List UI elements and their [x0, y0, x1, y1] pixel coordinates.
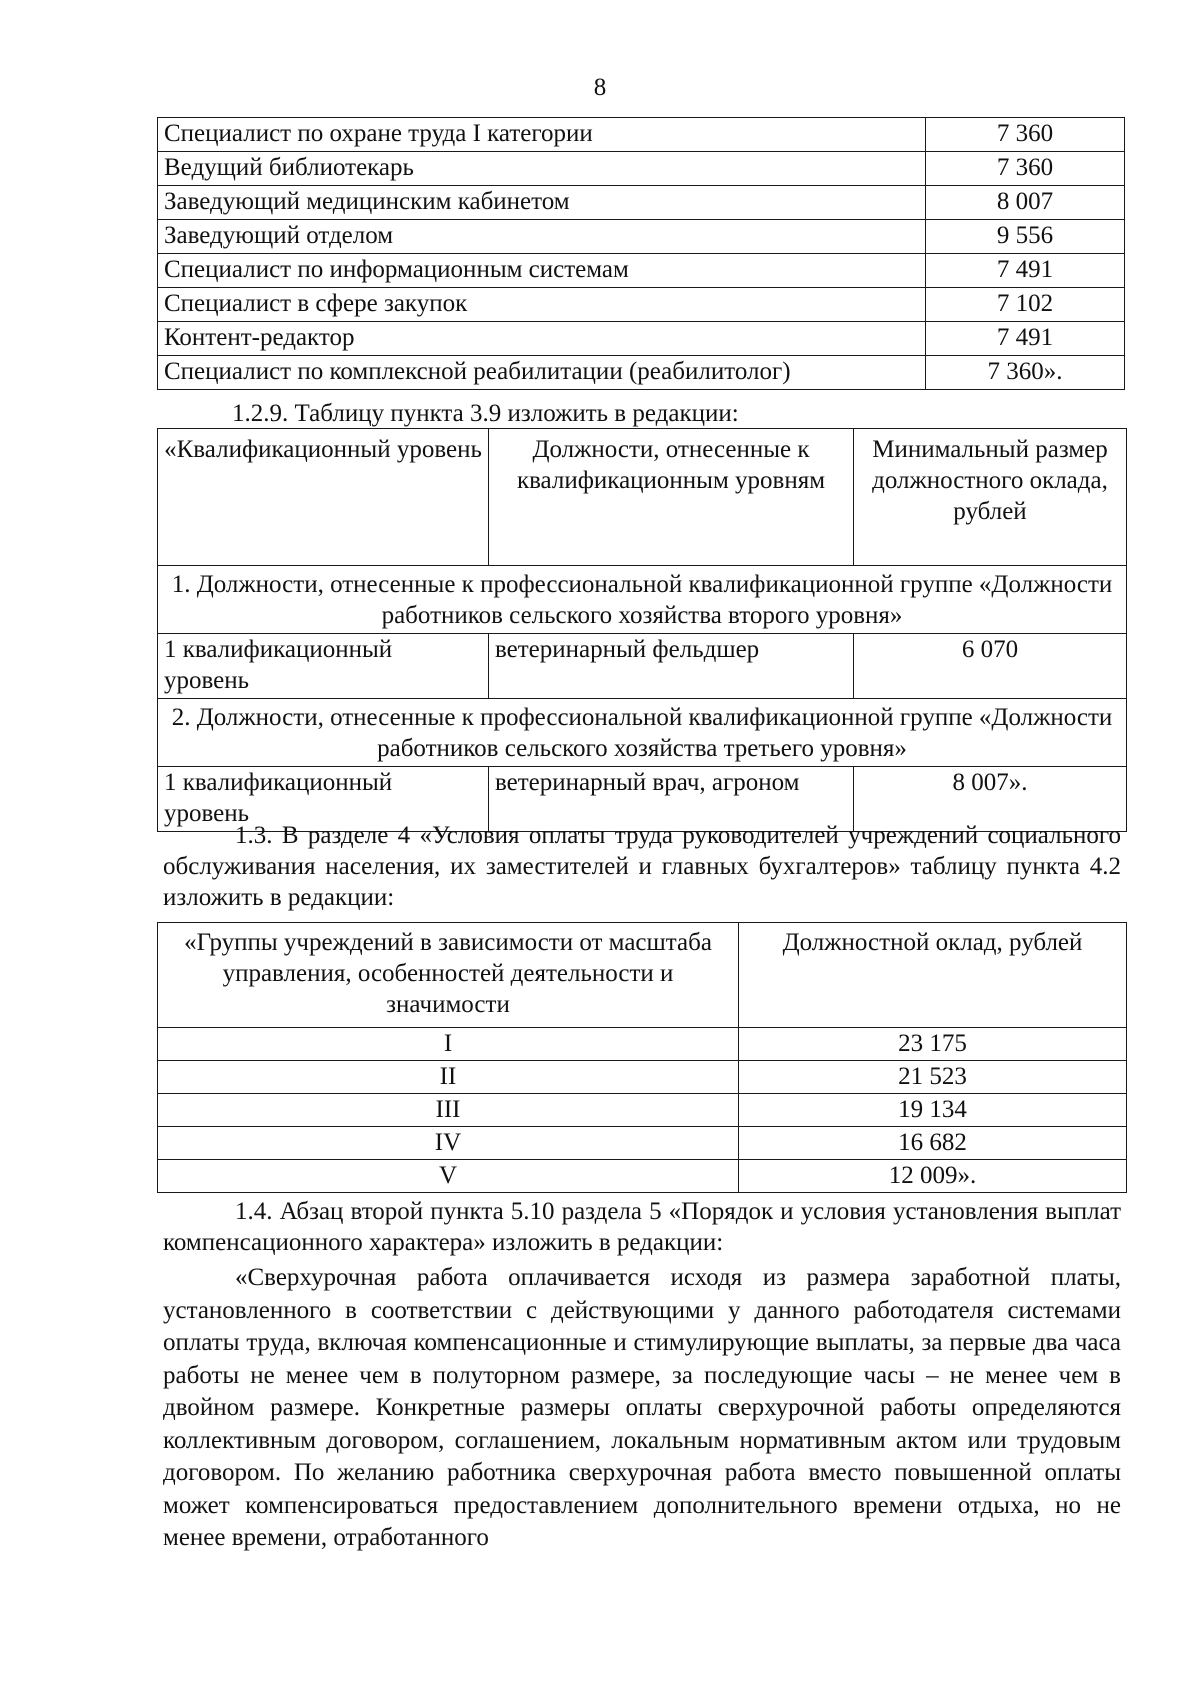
table-row — [158, 634, 1127, 699]
salary-cell: 21 523 — [739, 1061, 1127, 1094]
paragraph-text: 1.4. Абзац второй пункта 5.10 раздела 5 «Порядок и условия установления выплат компенсационного характера» изложить в редакции: — [163, 1198, 1121, 1256]
salary-cell: 16 682 — [739, 1127, 1127, 1160]
level-cell: 1 квалификационный уровень — [158, 634, 489, 699]
positions-salary-table — [157, 117, 1125, 390]
institution-groups-table — [157, 922, 1127, 1193]
table-row — [158, 322, 1125, 356]
position-cell: ветеринарный врач, агроном — [489, 767, 854, 832]
table-row — [158, 254, 1125, 288]
salary-value: 7 360 — [926, 152, 1125, 186]
position-name: Специалист в сфере закупок — [158, 288, 926, 322]
header-salary: Должностной оклад, рублей — [739, 923, 1127, 1028]
position-name: Заведующий медицинским кабинетом — [158, 186, 926, 220]
table-row — [158, 1127, 1127, 1160]
position-cell: ветеринарный фельдшер — [489, 634, 854, 699]
group-row — [158, 699, 1127, 767]
salary-cell: 12 009». — [739, 1160, 1127, 1193]
header-groups: «Группы учреждений в зависимости от масштаба управления, особенностей деятельности и значимости — [158, 923, 739, 1028]
table-row — [158, 288, 1125, 322]
qualification-levels-table — [157, 428, 1127, 832]
table-row — [158, 356, 1125, 390]
salary-cell: 19 134 — [739, 1094, 1127, 1127]
paragraph-1-4 — [163, 1196, 1121, 1258]
table-header-row — [158, 429, 1127, 566]
table-row — [158, 1094, 1127, 1127]
group-cell: II — [158, 1061, 739, 1094]
position-name: Специалист по охране труда I категории — [158, 118, 926, 152]
group-cell: V — [158, 1160, 739, 1193]
group-1-title: 1. Должности, отнесенные к профессиональной квалификационной группе «Должности работников сельского хозяйства второго уровня» — [158, 566, 1127, 634]
salary-value: 9 556 — [926, 220, 1125, 254]
header-positions: Должности, отнесенные к квалификационным уровням — [489, 429, 854, 566]
group-cell: I — [158, 1028, 739, 1061]
position-name: Заведующий отделом — [158, 220, 926, 254]
group-cell: III — [158, 1094, 739, 1127]
group-2-title: 2. Должности, отнесенные к профессиональной квалификационной группе «Должности работников сельского хозяйства третьего уровня» — [158, 699, 1127, 767]
salary-cell: 6 070 — [854, 634, 1127, 699]
group-cell: IV — [158, 1127, 739, 1160]
table-row — [158, 118, 1125, 152]
salary-value: 7 102 — [926, 288, 1125, 322]
table-row — [158, 1160, 1127, 1193]
salary-cell: 23 175 — [739, 1028, 1127, 1061]
paragraph-1-3 — [163, 820, 1121, 913]
position-name: Контент-редактор — [158, 322, 926, 356]
salary-cell: 8 007». — [854, 767, 1127, 832]
salary-value: 7 360». — [926, 356, 1125, 390]
position-name: Ведущий библиотекарь — [158, 152, 926, 186]
table-row — [158, 186, 1125, 220]
table-row — [158, 1028, 1127, 1061]
paragraph-text: «Сверхурочная работа оплачивается исходя из размера заработной платы, установленного в соответствии с действующими у данного работодателя системами оплаты труда, включая компенсационные и стимулирующие выплаты, за первые два часа работы не менее чем в полуторном размере, за последующие часы – не менее чем в двойном размере. Конкретные размеры оплаты сверхурочной работы определяются коллективным договором, соглашением, локальным нормативным актом или трудовым договором. По желанию работника сверхурочная работа вместо повышенной оплаты может компенсироваться предоставлением дополнительного времени отдыха, но не менее времени, отработанного — [163, 1264, 1121, 1551]
table-row — [158, 1061, 1127, 1094]
position-name: Специалист по информационным системам — [158, 254, 926, 288]
header-level: «Квалификационный уровень — [158, 429, 489, 566]
table-row — [158, 220, 1125, 254]
paragraph-text: 1.3. В разделе 4 «Условия оплаты труда руководителей учреждений социального обслуживания населения, их заместителей и главных бухгалтеров» таблицу пункта 4.2 изложить в редакции: — [163, 822, 1121, 911]
page-number: 8 — [593, 74, 607, 101]
level-cell: 1 квалификационный уровень — [158, 767, 489, 832]
paragraph-1-2-9: 1.2.9. Таблицу пункта 3.9 изложить в редакции: — [232, 400, 739, 427]
position-name: Специалист по комплексной реабилитации (реабилитолог) — [158, 356, 926, 390]
salary-value: 8 007 — [926, 186, 1125, 220]
table-row — [158, 152, 1125, 186]
salary-value: 7 491 — [926, 254, 1125, 288]
salary-value: 7 491 — [926, 322, 1125, 356]
table-header-row — [158, 923, 1127, 1028]
header-salary: Минимальный размер должностного оклада, рублей — [854, 429, 1127, 566]
salary-value: 7 360 — [926, 118, 1125, 152]
group-row — [158, 566, 1127, 634]
paragraph-quote — [163, 1262, 1121, 1555]
